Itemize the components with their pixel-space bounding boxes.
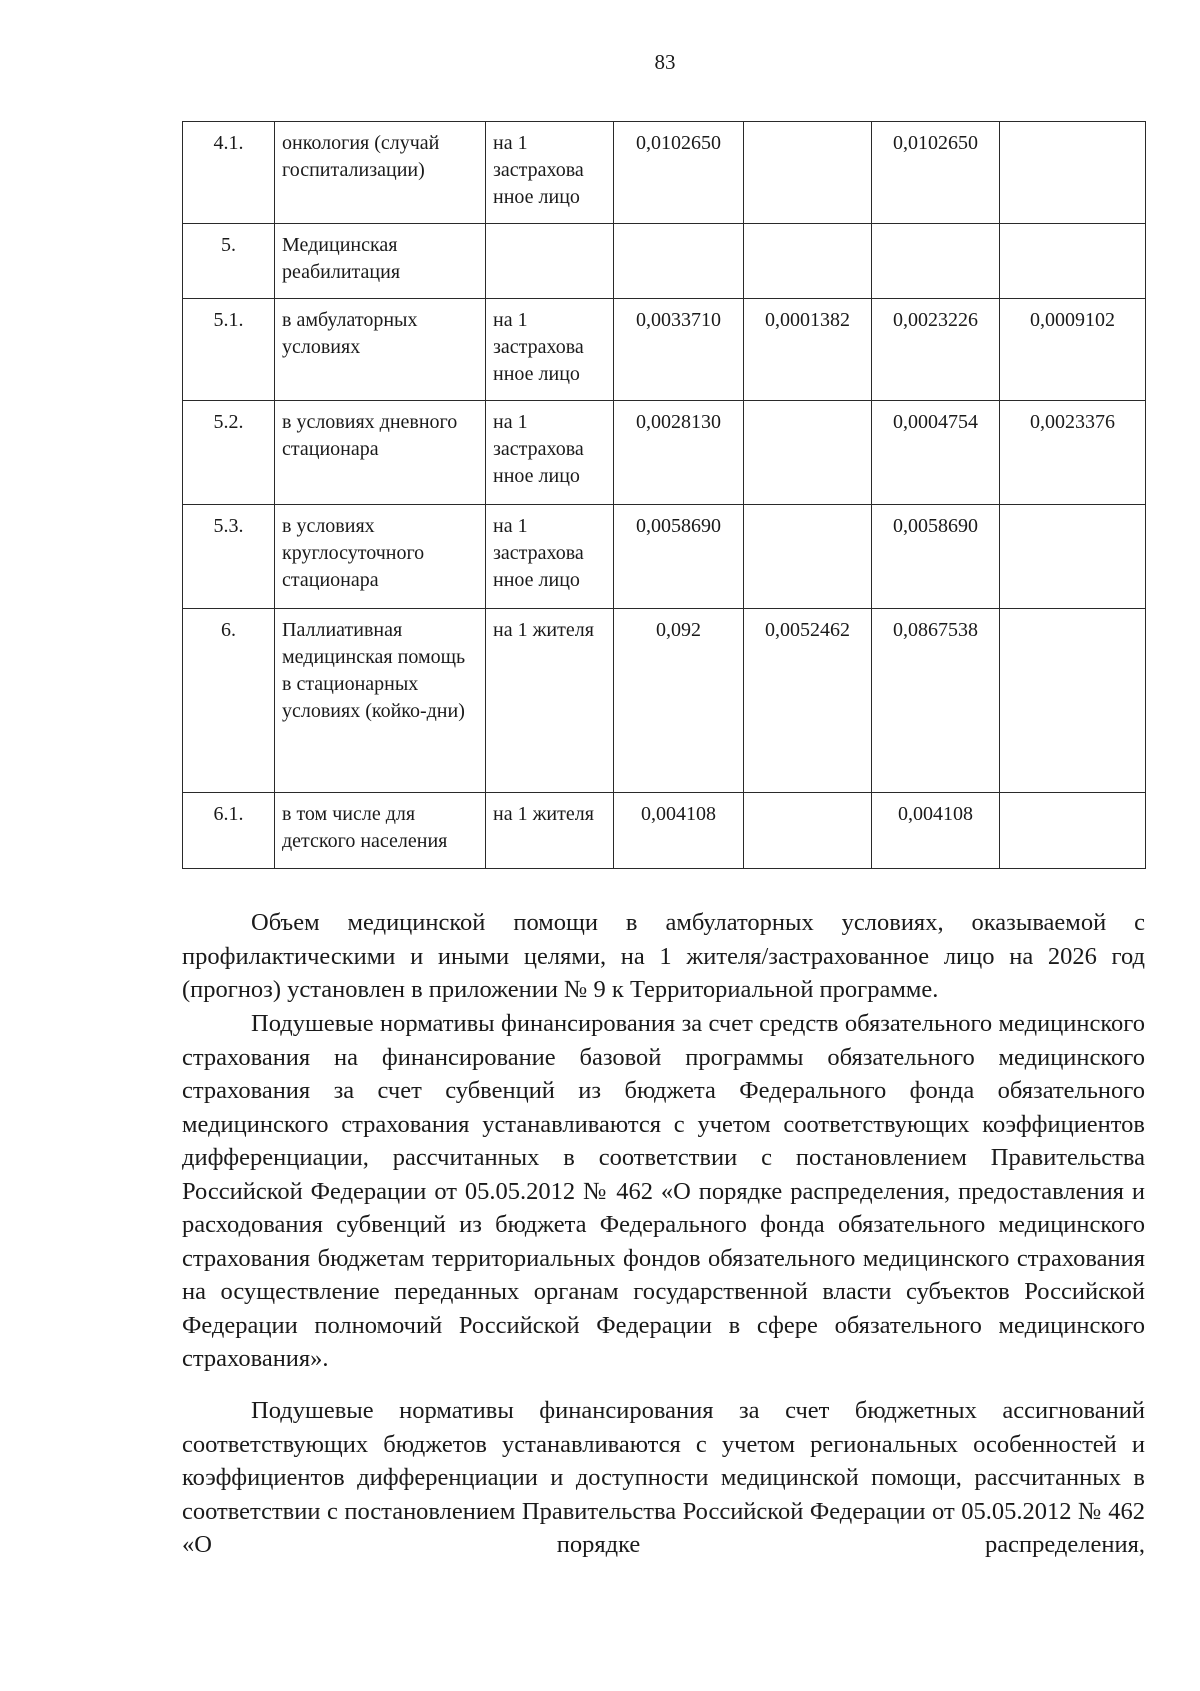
row-unit: на 1 жителя [486, 793, 614, 869]
value-total: 0,0058690 [614, 505, 744, 609]
value-oms: 0,0102650 [872, 122, 1000, 224]
table-row [183, 401, 1146, 505]
table-row [183, 224, 1146, 299]
row-name: Паллиативная медицинская помощь в стационарных условиях (койко-дни) [275, 609, 486, 793]
value-total: 0,0102650 [614, 122, 744, 224]
paragraph-outpatient-volume [182, 906, 1145, 1007]
paragraph-oms-normatives [182, 1007, 1145, 1376]
value-oms: 0,0023226 [872, 299, 1000, 401]
value-oms: 0,004108 [872, 793, 1000, 869]
table-row [183, 122, 1146, 224]
value-extra: 0,0009102 [1000, 299, 1146, 401]
row-number: 5.1. [183, 299, 275, 401]
value-extra [1000, 224, 1146, 299]
value-total: 0,004108 [614, 793, 744, 869]
row-name: в том числе для детского населения [275, 793, 486, 869]
value-extra [1000, 609, 1146, 793]
row-name: в условиях круглосуточного стационара [275, 505, 486, 609]
row-name: в условиях дневного стационара [275, 401, 486, 505]
row-number: 4.1. [183, 122, 275, 224]
paragraph-text: Объем медицинской помощи в амбулаторных условиях, оказываемой с профилактическими и иными целями, на 1 жителя/застрахованное лицо на 2026 год (прогноз) установлен в приложении № 9 к Территориальной программе. [182, 909, 1145, 1003]
paragraph-text: Подушевые нормативы финансирования за счет средств обязательного медицинского страхования на финансирование базовой программы обязательного медицинского страхования за счет субвенций из бюджета Федерального фонда обязательного медицинского страхования устанавливаются с учетом соответствующих коэффициентов дифференциации, рассчитанных в соответствии с постановлением Правительства Российской Федерации от 05.05.2012 № 462 «О порядке распределения, предоставления и расходования субвенций из бюджета Федерального фонда обязательного медицинского страхования бюджетам территориальных фондов обязательного медицинского страхования на осуществление переданных органам государственной власти субъектов Российской Федерации полномочий Российской Федерации в сфере обязательного медицинского страхования». [182, 1010, 1145, 1372]
row-name: онкология (случай госпитализации) [275, 122, 486, 224]
value-budget [744, 793, 872, 869]
row-number: 5.3. [183, 505, 275, 609]
value-extra: 0,0023376 [1000, 401, 1146, 505]
table-row [183, 505, 1146, 609]
normatives-table [182, 121, 1146, 869]
row-name: в амбулаторных условиях [275, 299, 486, 401]
value-budget [744, 122, 872, 224]
value-total [614, 224, 744, 299]
row-number: 5. [183, 224, 275, 299]
row-unit: на 1 застрахова нное лицо [486, 299, 614, 401]
value-total: 0,0033710 [614, 299, 744, 401]
row-name: Медицинская реабилитация [275, 224, 486, 299]
table-row [183, 299, 1146, 401]
row-unit [486, 224, 614, 299]
value-budget [744, 401, 872, 505]
row-unit: на 1 застрахова нное лицо [486, 401, 614, 505]
value-budget [744, 224, 872, 299]
value-budget: 0,0052462 [744, 609, 872, 793]
value-extra [1000, 122, 1146, 224]
row-unit: на 1 застрахова нное лицо [486, 122, 614, 224]
paragraph-text: Подушевые нормативы финансирования за счет бюджетных ассигнований соответствующих бюджетов устанавливаются с учетом региональных особенностей и коэффициентов дифференциации и доступности медицинской помощи, рассчитанных в соответствии с постановлением Правительства Российской Федерации от 05.05.2012 № 462 «О порядке распределения, [182, 1397, 1145, 1558]
row-unit: на 1 застрахова нное лицо [486, 505, 614, 609]
value-oms: 0,0004754 [872, 401, 1000, 505]
row-unit: на 1 жителя [486, 609, 614, 793]
page-number: 83 [654, 50, 676, 74]
value-extra [1000, 793, 1146, 869]
table-row [183, 609, 1146, 793]
paragraph-budget-normatives [182, 1394, 1145, 1562]
value-oms: 0,0867538 [872, 609, 1000, 793]
value-oms [872, 224, 1000, 299]
value-extra [1000, 505, 1146, 609]
value-total: 0,092 [614, 609, 744, 793]
row-number: 6.1. [183, 793, 275, 869]
row-number: 6. [183, 609, 275, 793]
value-total: 0,0028130 [614, 401, 744, 505]
row-number: 5.2. [183, 401, 275, 505]
value-budget: 0,0001382 [744, 299, 872, 401]
table-row [183, 793, 1146, 869]
value-budget [744, 505, 872, 609]
value-oms: 0,0058690 [872, 505, 1000, 609]
